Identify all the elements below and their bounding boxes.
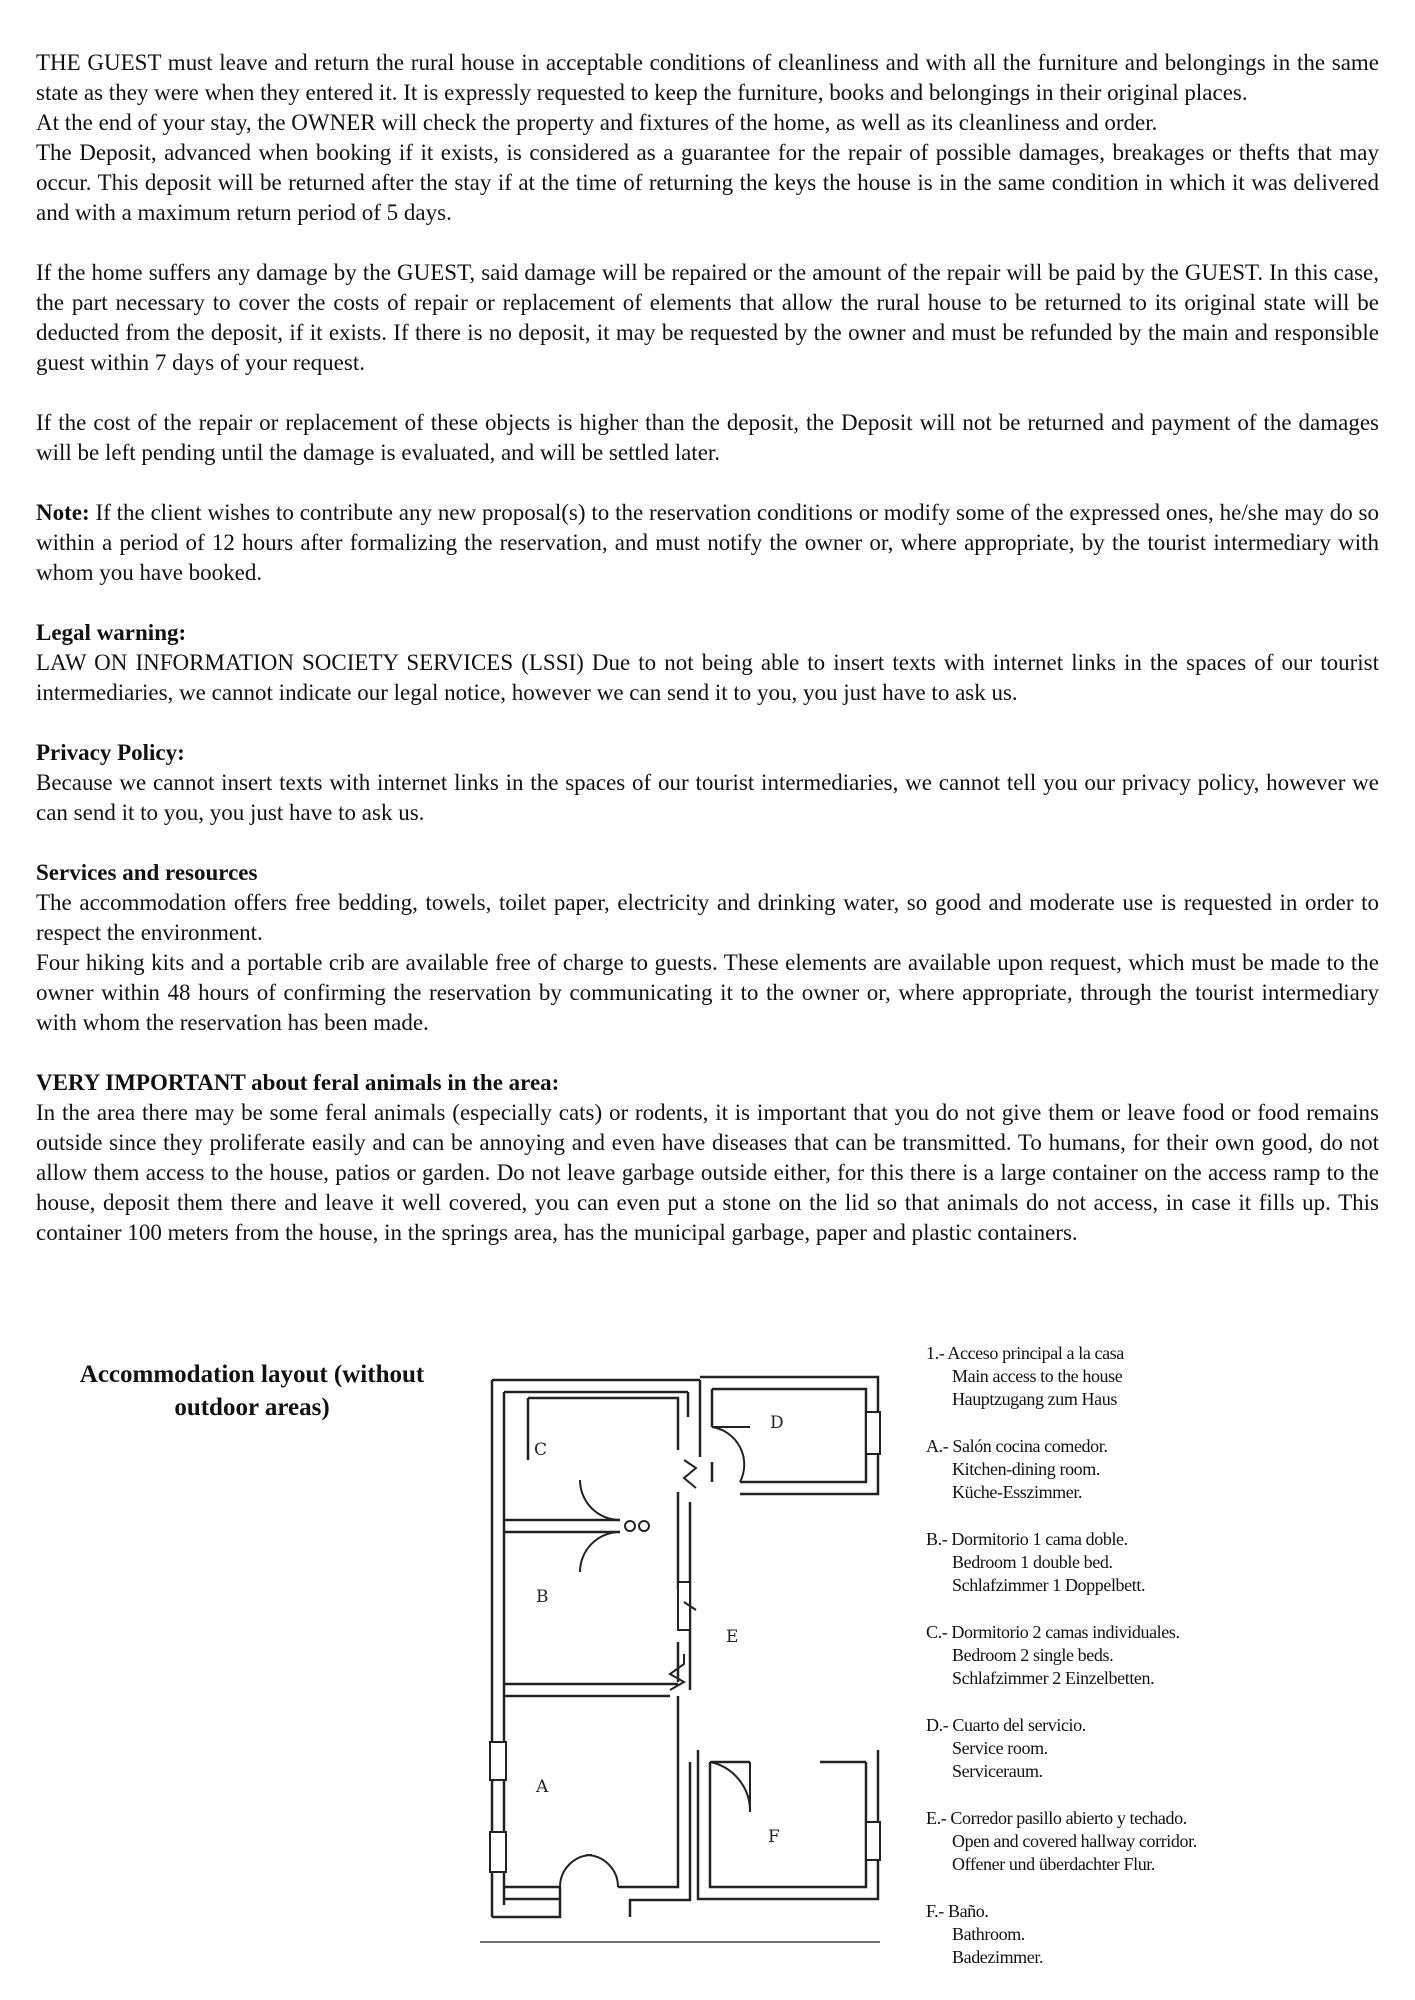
legend-line-de: Schlafzimmer 2 Einzelbetten. xyxy=(952,1668,1155,1688)
rental-conditions-text xyxy=(36,48,1379,1248)
paragraph-owner-check: At the end of your stay, the OWNER will check the property and fixtures of the home, as well as its cleanliness and order. xyxy=(36,110,1158,135)
room-label-f: F xyxy=(768,1827,780,1847)
accommodation-layout-section xyxy=(0,1342,1415,2000)
privacy-policy-text: Because we cannot insert texts with internet links in the spaces of our tourist intermediaries, we cannot tell you our privacy policy, however we can send it to you, you just have to ask us. xyxy=(36,770,1379,825)
legend-line-en: Open and covered hallway corridor. xyxy=(952,1831,1197,1851)
note-label: Note: xyxy=(36,500,90,525)
feral-animals-text: In the area there may be some feral animals (especially cats) or rodents, it is important that you do not give them or leave food or food remains outside since they proliferate easily and can be annoying and even have diseases that can be transmitted. To humans, for their own good, do not allow them access to the house, patios or garden. Do not leave garbage outside either, for this there is a large container on the access ramp to the house, deposit them there and leave it well covered, you can even put a stone on the lid so that animals do not access, in case it fills up. This container 100 meters from the house, in the springs area, has the municipal garbage, paper and plastic containers. xyxy=(36,1100,1379,1245)
legend-line-es: C.- Dormitorio 2 camas individuales. xyxy=(926,1622,1180,1642)
legend-item-c xyxy=(926,1621,1406,1690)
paragraph-note xyxy=(36,498,1379,588)
legend-item-f xyxy=(926,1900,1406,1969)
paragraph-deposit: The Deposit, advanced when booking if it exists, is considered as a guarantee for the repair of possible damages, breakages or thefts that may occur. This deposit will be returned after the stay if at the time of returning the keys the house is in the same condition in which it was delivered and with a maximum return period of 5 days. xyxy=(36,140,1379,225)
legal-warning-heading: Legal warning: xyxy=(36,620,187,645)
legend-line-de: Küche-Esszimmer. xyxy=(952,1482,1083,1502)
room-label-a: A xyxy=(536,1777,549,1797)
legend-line-es: E.- Corredor pasillo abierto y techado. xyxy=(926,1808,1187,1828)
layout-title: Accommodation layout (without outdoor areas) xyxy=(79,1361,425,1421)
legend-item-main-access xyxy=(926,1342,1406,1411)
legend-line-es: A.- Salón cocina comedor. xyxy=(926,1436,1108,1456)
legend-line-de: Schlafzimmer 1 Doppelbett. xyxy=(952,1575,1146,1595)
legend-item-d xyxy=(926,1714,1406,1783)
feral-animals-heading: VERY IMPORTANT about feral animals in the area: xyxy=(36,1070,560,1095)
note-text: If the client wishes to contribute any new proposal(s) to the reservation conditions or modify some of the expressed ones, he/she may do so within a period of 12 hours after formalizing the reservation, and must notify the owner or, where appropriate, by the tourist intermediary with whom you have booked. xyxy=(36,500,1379,585)
room-label-b: B xyxy=(536,1587,549,1607)
legend-line-en: Bedroom 2 single beds. xyxy=(952,1645,1114,1665)
services-heading: Services and resources xyxy=(36,860,258,885)
legend-item-b xyxy=(926,1528,1406,1597)
legend-line-en: Bathroom. xyxy=(952,1924,1025,1944)
legend-line-en: Kitchen-dining room. xyxy=(952,1459,1100,1479)
room-label-e: E xyxy=(726,1627,739,1647)
legend-line-es: D.- Cuarto del servicio. xyxy=(926,1715,1086,1735)
paragraph-damage: If the home suffers any damage by the GUEST, said damage will be repaired or the amount of the repair will be paid by the GUEST. In this case, the part necessary to cover the costs of repair or replacement of elements that allow the rural house to be returned to its original state will be deducted from the deposit, if it exists. If there is no deposit, it may be requested by the owner and must be refunded by the main and responsible guest within 7 days of your request. xyxy=(36,260,1379,375)
room-label-c: C xyxy=(534,1440,548,1460)
floor-plan xyxy=(470,1342,890,1962)
services-text-1: The accommodation offers free bedding, towels, toilet paper, electricity and drinking water, so good and moderate use is requested in order to respect the environment. xyxy=(36,890,1379,945)
floor-plan-legend xyxy=(926,1342,1406,1993)
legend-line-de: Hauptzugang zum Haus xyxy=(952,1389,1117,1409)
legend-line-es: 1.- Acceso principal a la casa xyxy=(926,1343,1124,1363)
paragraph-repair-cost: If the cost of the repair or replacement of these objects is higher than the deposit, the Deposit will not be returned and payment of the damages will be left pending until the damage is evaluated, and will be settled later. xyxy=(36,410,1379,465)
legend-line-de: Serviceraum. xyxy=(952,1761,1043,1781)
paragraph-guest-obligations: THE GUEST must leave and return the rural house in acceptable conditions of cleanliness and with all the furniture and belongings in the same state as they were when they entered it. It is expressly requested to keep the furniture, books and belongings in their original places. xyxy=(36,50,1379,105)
legend-item-a xyxy=(926,1435,1406,1504)
legend-line-de: Badezimmer. xyxy=(952,1947,1044,1967)
privacy-policy-heading: Privacy Policy: xyxy=(36,740,185,765)
legend-line-es: F.- Baño. xyxy=(926,1901,989,1921)
legend-line-es: B.- Dormitorio 1 cama doble. xyxy=(926,1529,1128,1549)
room-label-d: D xyxy=(770,1413,784,1433)
services-text-2: Four hiking kits and a portable crib are available free of charge to guests. These elements are available upon request, which must be made to the owner within 48 hours of confirming the reservation by communicating it to the owner or, where appropriate, through the tourist intermediary with whom the reservation has been made. xyxy=(36,950,1379,1035)
legend-line-en: Bedroom 1 double bed. xyxy=(952,1552,1113,1572)
legend-line-en: Service room. xyxy=(952,1738,1048,1758)
legend-line-en: Main access to the house xyxy=(952,1366,1123,1386)
legend-item-e xyxy=(926,1807,1406,1876)
legal-warning-text: LAW ON INFORMATION SOCIETY SERVICES (LSSI) Due to not being able to insert texts with internet links in the spaces of our tourist intermediaries, we cannot indicate our legal notice, however we can send it to you, you just have to ask us. xyxy=(36,650,1379,705)
legend-line-de: Offener und überdachter Flur. xyxy=(952,1854,1155,1874)
